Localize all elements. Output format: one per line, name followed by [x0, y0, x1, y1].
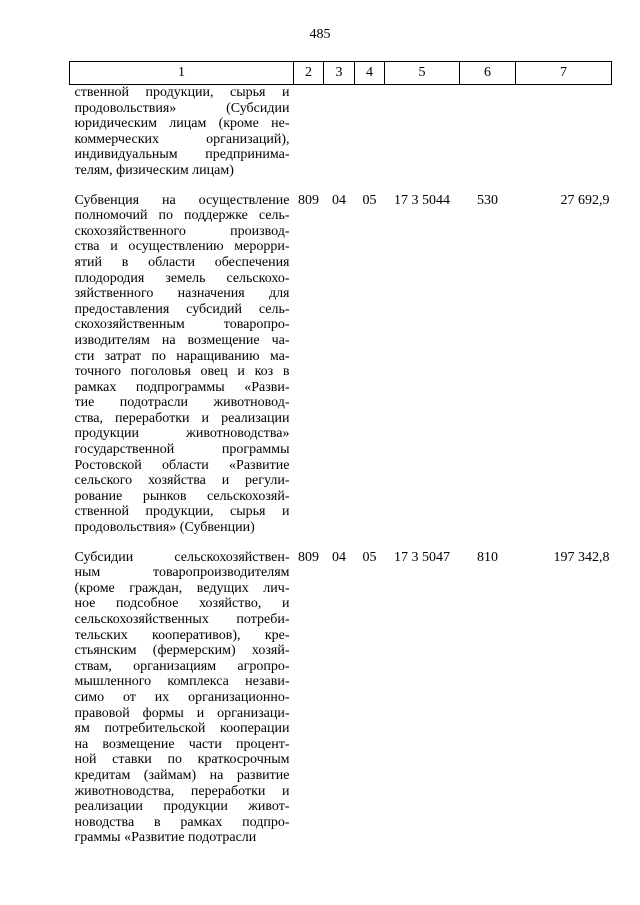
cell-code-section [324, 85, 355, 179]
description-line: на возмещение части процент- [74, 736, 290, 752]
row-spacer [70, 536, 612, 550]
description-line: рамках подпрограммы «Разви- [74, 379, 290, 395]
table-row [70, 550, 612, 846]
description-line: плодородия земель сельскохо- [74, 270, 290, 286]
description-line: коммерческих организаций), [74, 131, 290, 147]
description-line: телям, физическим лицам) [74, 162, 234, 178]
cell-code-section: 04 [332, 192, 346, 208]
cell-amount [516, 85, 612, 179]
header-col-1: 1 [70, 62, 294, 85]
cell-code-expense-type: 530 [477, 192, 498, 208]
row-description [70, 550, 294, 846]
description-line: ной ставки по краткосрочным [74, 752, 290, 768]
cell-code-target [385, 85, 460, 179]
description-line: правовой формы и организаци- [74, 705, 290, 721]
cell-code-target: 17 3 5047 [394, 549, 450, 565]
header-col-7: 7 [516, 62, 612, 85]
page-number: 485 [309, 27, 331, 42]
description-line: точного поголовья овец и коз в [74, 364, 290, 380]
description-line: предоставления субсидий сель- [74, 301, 290, 317]
description-line: индивидуальным предпринима- [74, 147, 290, 163]
description-line: стьянским (фермерским) хозяй- [74, 643, 290, 659]
description-line: ственной продукции, сырья и [74, 504, 290, 520]
description-line: юридическим лицам (кроме не- [74, 116, 290, 132]
header-col-5: 5 [385, 62, 460, 85]
description-line: зяйственного назначения для [74, 286, 290, 302]
description-line: государственной программы [74, 442, 290, 458]
description-line: симо от их организационно- [74, 689, 290, 705]
description-line: рование рынков сельскохозяй- [74, 488, 290, 504]
table-header-row [70, 62, 612, 85]
cell-code-subsection [355, 85, 385, 179]
description-line: Субсидии сельскохозяйствен- [74, 549, 290, 565]
row-spacer [70, 179, 612, 193]
cell-code-admin: 809 [298, 192, 319, 208]
cell-code-target: 17 3 5044 [394, 192, 450, 208]
cell-amount: 197 342,8 [553, 549, 610, 565]
description-line: ства и осуществлению мероpри- [74, 239, 290, 255]
description-line: (кроме граждан, ведущих лич- [74, 580, 290, 596]
description-line: граммы «Развитие подотрасли [74, 830, 257, 846]
description-line: ям потребительской кооперации [74, 721, 290, 737]
row-description [70, 193, 294, 536]
cell-code-expense-type: 810 [477, 549, 498, 565]
description-line: ное подсобное хозяйство, и [74, 596, 290, 612]
description-line: тельских кооперативов), кре- [74, 627, 290, 643]
header-col-4: 4 [355, 62, 385, 85]
description-line: сельского хозяйства и регули- [74, 473, 290, 489]
cell-code-admin: 809 [298, 549, 319, 565]
description-line: полномочий по поддержке сель- [74, 208, 290, 224]
description-line: животноводства, переработки и [74, 783, 290, 799]
cell-code-subsection: 05 [362, 192, 377, 208]
description-line: ятий в области обеспечения [74, 254, 290, 270]
description-line: сельскохозяйственных потреби- [74, 612, 290, 627]
description-line: скохозяйственным товаропро- [74, 317, 290, 333]
description-line: продовольствия» (Субсидии [74, 100, 290, 116]
description-line: ственной продукции, сырья и [74, 85, 290, 100]
description-line: новодства в рамках подпро- [74, 814, 290, 830]
description-line: сти затрат по наращиванию ма- [74, 348, 290, 364]
description-line: реализации продукции живот- [74, 799, 290, 815]
description-line: изводителям на возмещение ча- [74, 332, 290, 348]
description-line: тие подотрасли животновод- [74, 395, 290, 411]
cell-amount: 27 692,9 [560, 192, 610, 208]
description-line: ным товаропроизводителям [74, 565, 290, 581]
cell-code-section: 04 [332, 549, 346, 565]
header-col-2: 2 [294, 62, 324, 85]
description-line: мышленного комплекса незави- [74, 674, 290, 690]
description-line: Субвенция на осуществление [74, 192, 290, 208]
description-line: ствам, организациям агропро- [74, 658, 290, 674]
row-spacer-cell [70, 179, 612, 193]
description-line: скохозяйственного производ- [74, 223, 290, 239]
table-row [70, 193, 612, 536]
description-line: продовольствия» (Субвенции) [74, 520, 255, 536]
description-line: ства, переработки и реализации [74, 410, 290, 426]
row-spacer-cell [70, 536, 612, 550]
table-body [70, 85, 612, 846]
description-line: кредитам (займам) на развитие [74, 767, 290, 783]
description-line: Ростовской области «Развитие [74, 457, 290, 473]
header-col-6: 6 [460, 62, 516, 85]
header-col-3: 3 [324, 62, 355, 85]
cell-code-admin [294, 85, 324, 179]
description-line: продукции животноводства» [74, 426, 290, 442]
budget-table [69, 61, 612, 846]
cell-code-subsection: 05 [362, 549, 377, 565]
table-row [70, 85, 612, 179]
cell-code-expense-type [460, 85, 516, 179]
row-description [70, 85, 294, 179]
